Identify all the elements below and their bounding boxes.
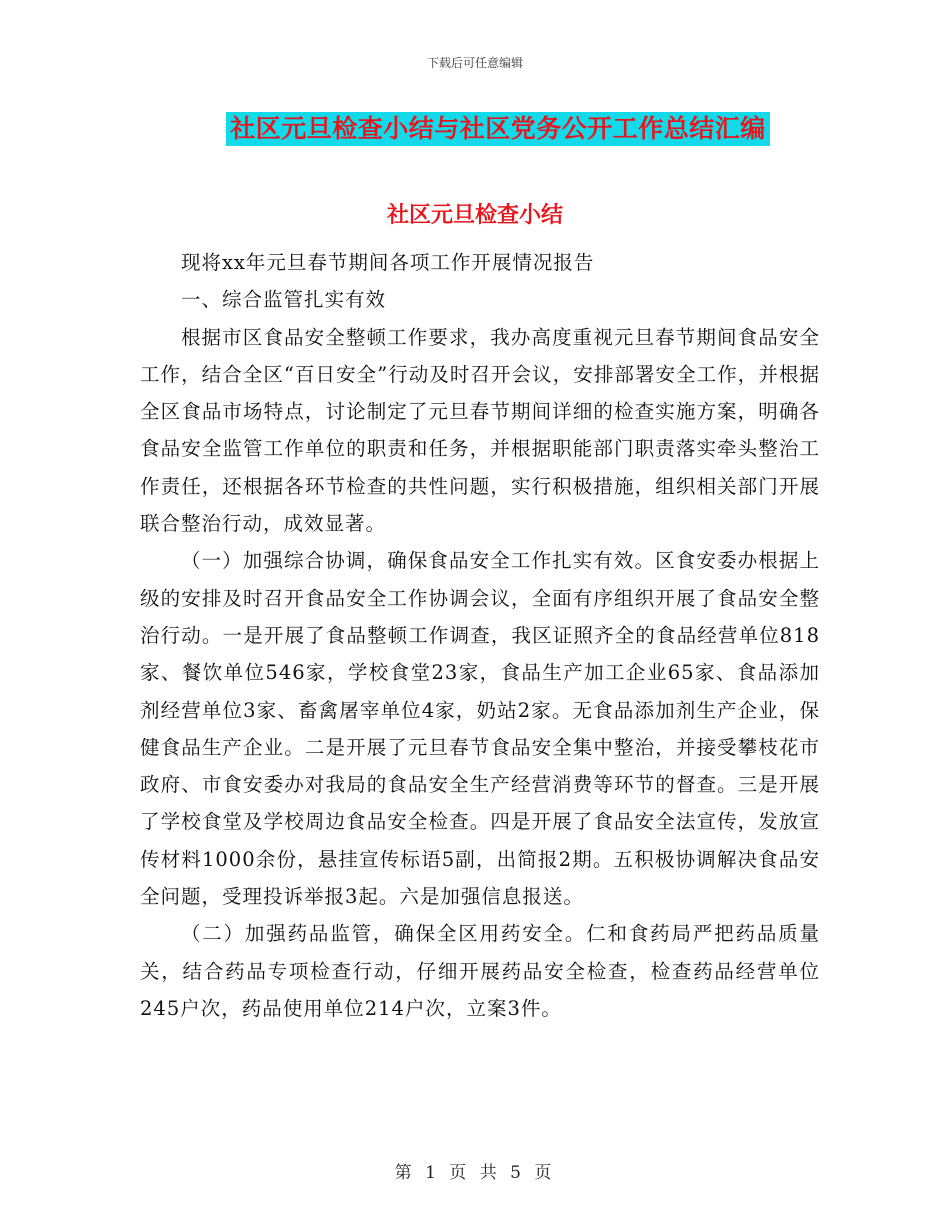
paragraph-section-2: （二）加强药品监管，确保全区用药安全。仁和食药局严把药品质量关，结合药品专项检查行动，仔细开展药品安全检查，检查药品经营单位245户次，药品使用单位214户次，立案3件。: [140, 922, 820, 1020]
page-footer: 第 1 页 共 5 页: [394, 1163, 556, 1183]
paragraph-intro: 现将xx年元旦春节期间各项工作开展情况报告: [180, 251, 595, 274]
paragraph-heading-1: 一、综合监管扎实有效: [180, 288, 386, 312]
main-title: 社区元旦检查小结与社区党务公开工作总结汇编: [226, 112, 770, 146]
section-title: 社区元旦检查小结: [386, 203, 563, 228]
main-title-container: [0, 112, 950, 146]
paragraph-section-1: （一）加强综合协调，确保食品安全工作扎实有效。区食安委办根据上级的安排及时召开食品安全工作协调会议，全面有序组织开展了食品安全整治行动。一是开展了食品整顿工作调查，我区证照齐全的食品经营单位818家、餐饮单位546家，学校食堂23家，食品生产加工企业65家、食品添加剂经营单位3家、畜禽屠宰单位4家，奶站2家。无食品添加剂生产企业，保健食品生产企业。二是开展了元旦春节食品安全集中整治，并接受攀枝花市政府、市食安委办对我局的食品安全生产经营消费等环节的督查。三是开展了学校食堂及学校周边食品安全检查。四是开展了食品安全法宣传，发放宣传材料1000余份，悬挂宣传标语5副，出简报2期。五积极协调解决食品安全问题，受理投诉举报3起。六是加强信息报送。: [140, 549, 820, 909]
document-body: [140, 244, 820, 1027]
paragraph-overview: 根据市区食品安全整顿工作要求，我办高度重视元旦春节期间食品安全工作，结合全区“百日安全”行动及时召开会议，安排部署安全工作，并根据全区食品市场特点，讨论制定了元旦春节期间详细的检查实施方案，明确各食品安全监管工作单位的职责和任务，并根据职能部门职责落实牵头整治工作责任，还根据各环节检查的共性问题，实行积极措施，组织相关部门开展联合整治行动，成效显著。: [140, 325, 820, 536]
header-note: 下载后可任意编辑: [426, 56, 523, 70]
